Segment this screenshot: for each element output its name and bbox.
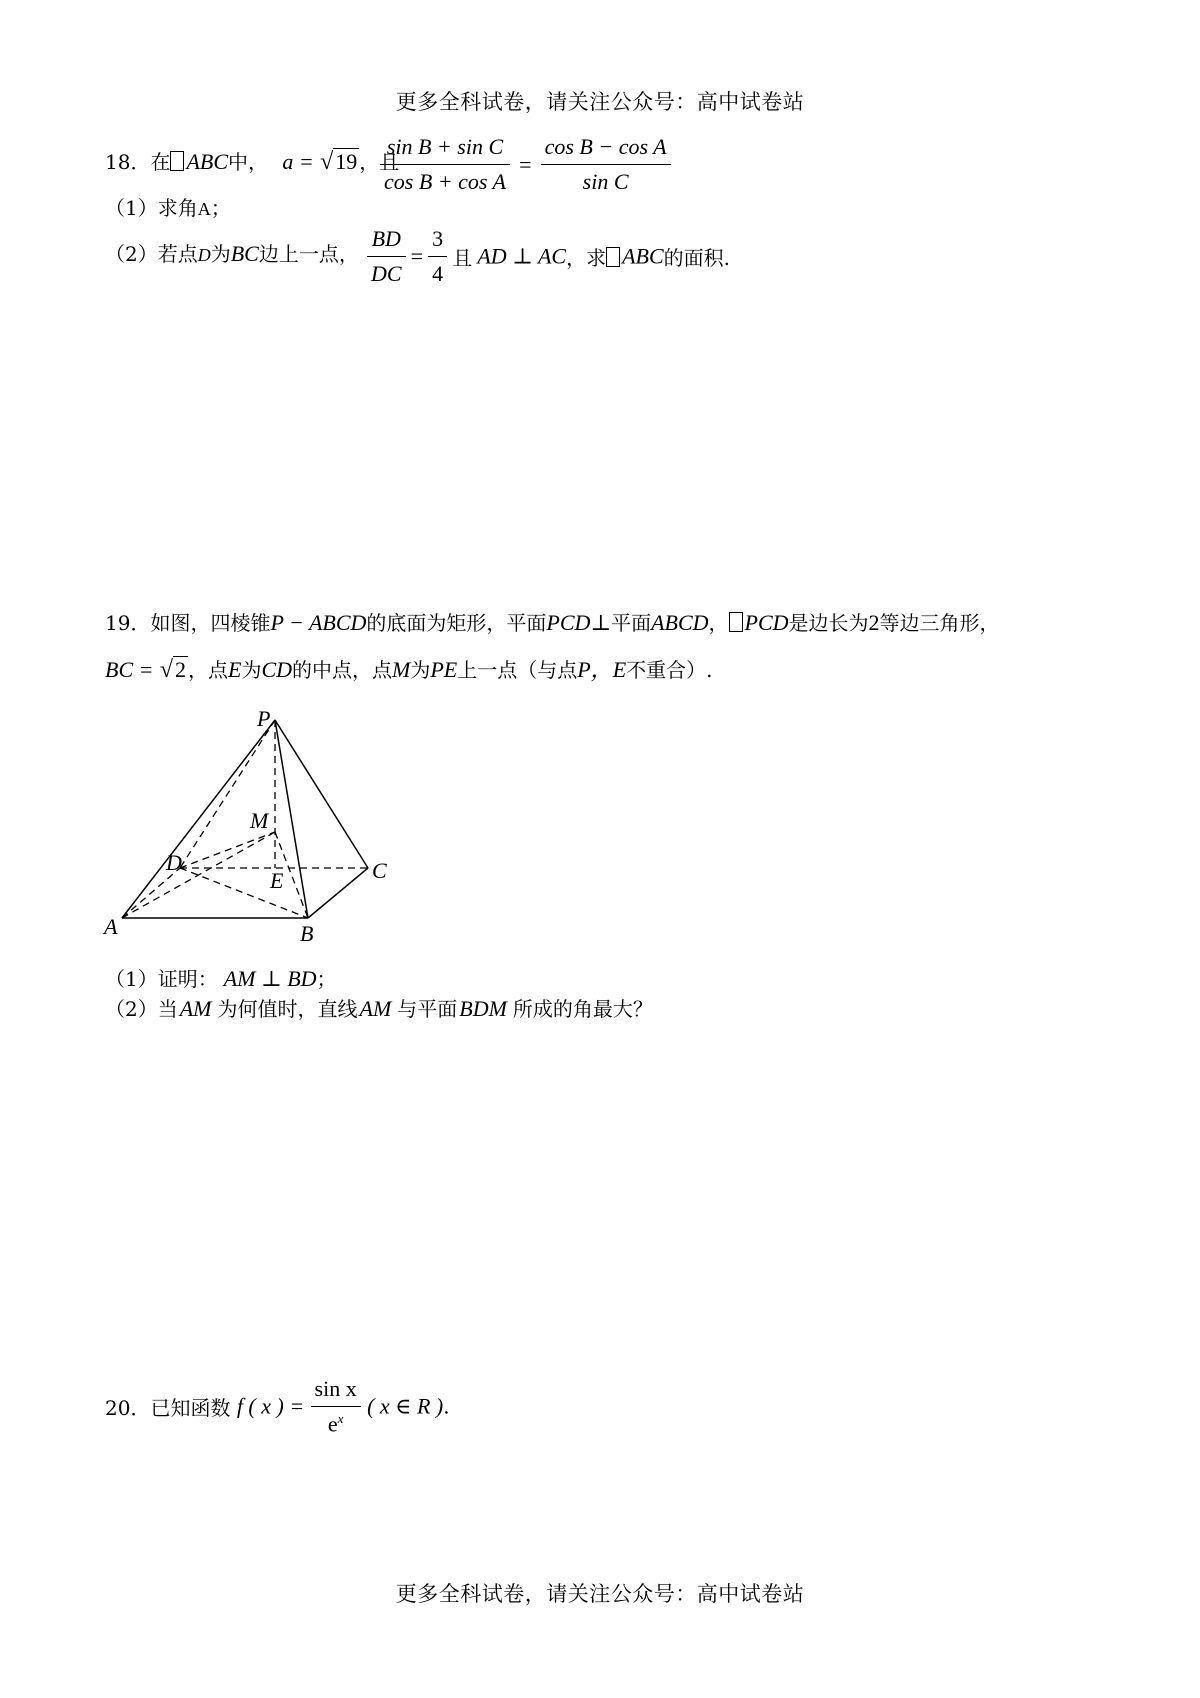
q18-frac4-num: 3 [428,226,447,257]
q19-p2-t3: 所成的角最大？ [512,997,653,1021]
q19-perp: ⊥ [590,610,612,635]
q19-p2-AM: AM [179,996,212,1021]
q18-p2-tri: ABC [622,243,664,269]
q19-E2: E [612,657,627,682]
q18-number: 18． [105,150,151,174]
q19-pcd-2: PCD [744,610,789,635]
q18-equation [380,134,671,195]
q19-t4: ， [708,611,729,635]
q20-domain: ( x ∈ R ) [367,1393,444,1419]
q18-text-mid: 中， [228,150,269,174]
q18-fraction-left [380,134,510,195]
sqrt-sign-2: √ [159,657,173,683]
q19-part2 [105,998,653,1020]
edge-PC [275,720,368,868]
q18-part1 [105,198,231,218]
q18-frac2-den: sin C [582,169,629,194]
q18-frac4-den: 4 [432,261,444,286]
q19-t8: 为 [241,658,262,682]
q18-p1-var: A [197,199,211,219]
q18-frac1-den: cos B + cos A [384,169,506,194]
q20-fraction [311,1376,361,1437]
q20-den-base: e [327,1411,338,1437]
q18-p2-on: 为 [210,242,231,266]
q18-text-and: ，且 [359,150,400,174]
q18-stem [105,148,399,174]
q19-pyramid: P − ABCD [270,610,367,635]
q18-p2-end: 的面积. [663,246,731,270]
q19-pcd: PCD [546,610,591,635]
q18-a-eq: a = [282,149,314,174]
q19-abcd: ABCD [651,610,709,635]
q19-t1: 如图，四棱锥 [150,611,271,635]
label-D: D [166,850,182,875]
q19-PE: PE [430,657,458,682]
pyramid-figure [100,700,420,950]
label-B: B [300,921,314,946]
edge-BC [308,868,368,918]
q20-stem [105,1376,450,1437]
triangle-symbol-icon [170,151,184,171]
q19-CD: CD [261,657,293,682]
q19-t2: 的底面为矩形，平面 [366,611,547,635]
q19-sqrt-arg: 2 [175,657,186,682]
q18-p2-find: ，求 [566,246,607,270]
q18-equals: = [519,151,532,177]
triangle-symbol-icon-3 [729,612,743,632]
segment-AM [122,832,275,918]
label-C: C [372,858,387,883]
label-E: E [270,868,284,893]
q19-stem-line2 [105,656,713,682]
q18-fraction-bd-dc [367,226,406,287]
q18-sqrt-arg: 19 [335,149,358,174]
q19-t9: 的中点，点 [292,658,393,682]
q18-part2 [105,243,359,265]
label-P: P [257,706,271,731]
diagonal-BD [180,868,308,918]
sqrt-sign: √ [320,149,334,175]
q19-P: P， [577,657,613,682]
q18-fraction-right [541,134,671,195]
q19-bc-eq: BC = [105,657,154,682]
q19-t7: ，点 [188,658,228,682]
q18-p1-label: （1）求角 [105,196,198,220]
segment-DM [180,832,275,868]
q18-p2-side: 边上一点， [258,242,359,266]
q19-p1-label: （1）证明： [105,967,218,991]
edge-PD [180,720,275,868]
q19-p1-end: ； [316,967,337,991]
q18-frac1-num: sin B + sin C [380,134,510,165]
q20-den [311,1407,361,1437]
q20-den-exp: x [337,1411,344,1426]
q20-end: . [443,1394,450,1419]
q18-part2-math [367,226,730,287]
label-M: M [250,808,269,833]
q18-p2-and: 且 [452,246,473,270]
q18-frac3-num: BD [367,226,406,257]
q19-t10: 为 [410,658,431,682]
triangle-symbol-icon-2 [606,247,620,267]
q19-p2-t2: 与平面 [397,997,458,1021]
q18-p2-label: （2）若点 [105,242,198,266]
q18-frac2-num: cos B − cos A [541,134,671,165]
q19-E: E [228,657,242,682]
q18-p1-end: ； [210,196,231,220]
q18-fraction-3-4 [428,226,447,287]
page-footer: 更多全科试卷，请关注公众号：高中试卷站 [395,1582,805,1606]
q19-two: 2 [868,610,880,635]
q19-p2-AM2: AM [359,996,392,1021]
q19-p1-math: AM ⊥ BD [223,966,317,991]
q19-t12: 不重合）. [626,658,713,682]
q18-frac3-den: DC [371,261,402,286]
q20-fx: f ( x ) = [236,1393,305,1419]
label-A: A [104,914,118,939]
q18-p2-cond: AD ⊥ AC [477,243,567,269]
q19-number: 19． [105,611,151,635]
q18-text-in: 在 [150,150,171,174]
q19-stem-line1 [105,612,1000,634]
q18-p2-BC: BC [230,241,259,266]
q19-M: M [392,657,411,682]
q19-part1 [105,968,337,990]
q20-num: sin x [311,1376,361,1407]
q19-t3: 平面 [611,611,652,635]
q19-p2-t1: 为何值时，直线 [217,997,358,1021]
q19-t6: 等边三角形， [879,611,1000,635]
q19-p2-BDM: BDM [459,996,507,1021]
q18-equals-2: = [410,243,424,269]
q18-p2-D: D [197,245,211,265]
page-header: 更多全科试卷，请关注公众号：高中试卷站 [395,90,805,114]
q19-t5: 是边长为 [788,611,869,635]
q20-number: 20． [105,1396,151,1421]
q20-t1: 已知函数 [150,1396,231,1421]
q19-t11: 上一点（与点 [457,658,578,682]
q18-triangle: ABC [186,149,229,174]
q19-p2-label: （2）当 [105,997,178,1021]
edge-AD [122,868,180,918]
